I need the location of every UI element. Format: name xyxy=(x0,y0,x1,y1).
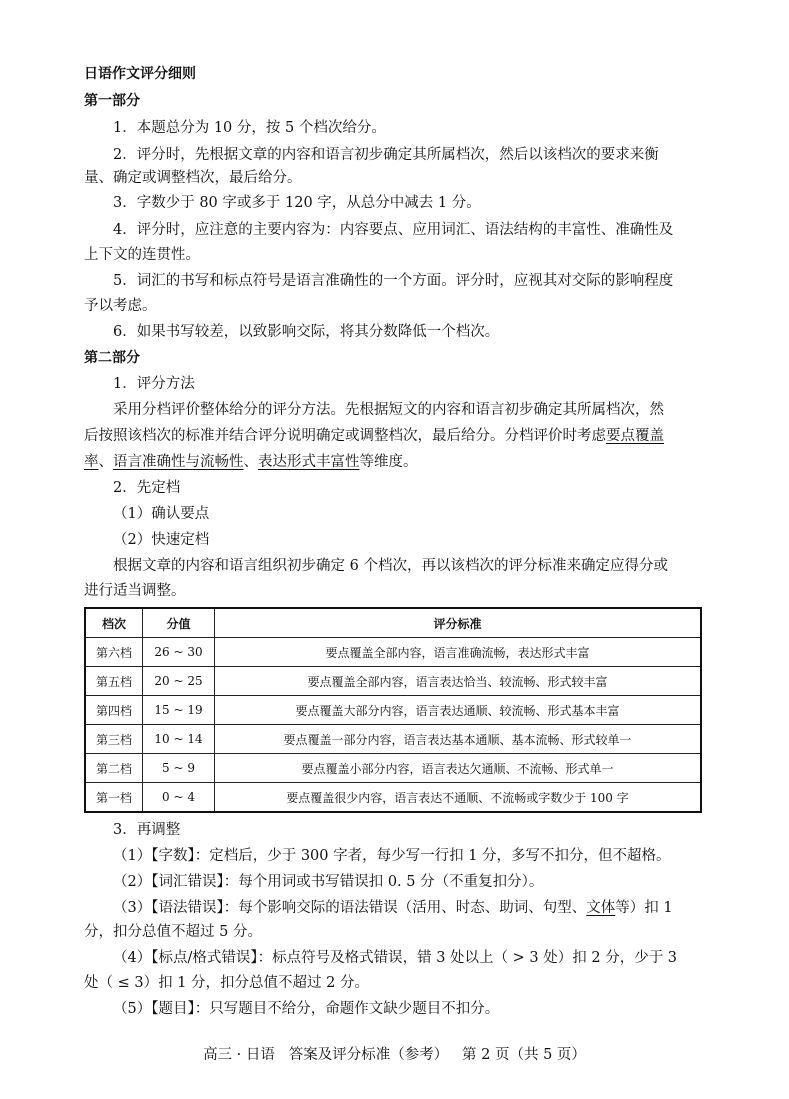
underlined-term: 要点覆盖 xyxy=(606,428,664,444)
adjust-text: （3）【语法错误】：每个影响交际的语法错误（活用、时态、助词、句型、 xyxy=(113,900,587,916)
method-line: 采用分档评价整体给分的评分方法。先根据短文的内容和语言初步确定其所属档次，然 xyxy=(113,402,664,418)
table-cell: 要点覆盖全部内容，语言表达恰当、较流畅、形式较丰富 xyxy=(215,667,702,696)
table-cell: 第三档 xyxy=(85,725,143,754)
table-cell: 要点覆盖很少内容，语言表达不通顺、不流畅或字数少于 100 字 xyxy=(215,783,702,813)
underlined-term: 语言准确性与流畅性 xyxy=(113,454,244,470)
adjust-item xyxy=(113,898,733,918)
page-footer: 高三 · 日语 答案及评分标准（参考） 第 2 页（共 5 页） xyxy=(203,1047,586,1063)
part1-line: 予以考虑。 xyxy=(84,298,157,314)
table-cell: 5 ~ 9 xyxy=(143,754,215,783)
underlined-term: 表达形式丰富性 xyxy=(258,454,360,470)
part1-line: 3．字数少于 80 字或多于 120 字，从总分中减去 1 分。 xyxy=(113,195,481,211)
table-cell: 要点覆盖小部分内容，语言表达欠通顺、不流畅、形式单一 xyxy=(215,754,702,783)
step-title: 3．再调整 xyxy=(113,822,181,838)
part1-heading: 第一部分 xyxy=(84,93,140,109)
table-cell: 第六档 xyxy=(85,638,143,667)
table-cell: 20 ~ 25 xyxy=(143,667,215,696)
table-row xyxy=(85,754,701,783)
method-line xyxy=(84,452,704,472)
underlined-term: 率 xyxy=(84,454,99,470)
grading-table xyxy=(84,607,702,813)
underlined-term: 文体 xyxy=(586,900,616,916)
method-line xyxy=(84,426,704,446)
adjust-text: 等）扣 1 xyxy=(615,900,673,916)
table-row xyxy=(85,725,701,754)
adjust-item: （2）【词汇错误】：每个用词或书写错误扣 0. 5 分（不重复扣分）。 xyxy=(113,874,544,890)
table-row xyxy=(85,667,701,696)
method-text: 后按照该档次的标准并结合评分说明确定或调整档次，最后给分。分档评价时考虑 xyxy=(84,428,606,444)
step-item: （2）快速定档 xyxy=(113,532,210,548)
adjust-item: （4）【标点/格式错误】：标点符号及格式错误，错 3 处以上（ > 3 处）扣 2 分，少于 3 xyxy=(113,950,678,966)
table-cell: 26 ~ 30 xyxy=(143,638,215,667)
table-cell: 要点覆盖大部分内容，语言表达通顺、较流畅、形式基本丰富 xyxy=(215,696,702,725)
table-cell: 第一档 xyxy=(85,783,143,813)
table-cell: 0 ~ 4 xyxy=(143,783,215,813)
table-header-row xyxy=(85,608,701,638)
method-text: 、 xyxy=(98,454,113,470)
adjust-item: （1）【字数】：定档后，少于 300 字者，每少写一行扣 1 分，多写不扣分，但不超格。 xyxy=(113,848,671,864)
table-cell: 第五档 xyxy=(85,667,143,696)
table-row xyxy=(85,696,701,725)
part1-line: 5．词汇的书写和标点符号是语言准确性的一个方面。评分时，应视其对交际的影响程度 xyxy=(113,273,674,289)
part1-line: 2．评分时，先根据文章的内容和语言初步确定其所属档次，然后以该档次的要求来衡 xyxy=(113,147,659,163)
adjust-item: 处（ ≤ 3）扣 1 分，扣分总值不超过 2 分。 xyxy=(84,975,369,991)
step-title: 2．先定档 xyxy=(113,480,181,496)
table-header: 分值 xyxy=(143,608,215,638)
part1-line: 6．如果书写较差，以致影响交际，将其分数降低一个档次。 xyxy=(113,324,500,340)
adjust-item: 分，扣分总值不超过 5 分。 xyxy=(84,924,262,940)
table-row xyxy=(85,783,701,813)
table-cell: 第二档 xyxy=(85,754,143,783)
table-cell: 要点覆盖一部分内容，语言表达基本通顺、基本流畅、形式较单一 xyxy=(215,725,702,754)
document-title: 日语作文评分细则 xyxy=(84,66,196,82)
table-cell: 10 ~ 14 xyxy=(143,725,215,754)
part1-line: 量、确定或调整档次，最后给分。 xyxy=(84,170,302,186)
table-cell: 第四档 xyxy=(85,696,143,725)
step-text: 根据文章的内容和语言组织初步确定 6 个档次，再以该档次的评分标准来确定应得分或 xyxy=(113,558,668,574)
part1-line: 上下文的连贯性。 xyxy=(84,247,200,263)
method-title: 1．评分方法 xyxy=(113,376,195,392)
table-row xyxy=(85,638,701,667)
part1-line: 4．评分时，应注意的主要内容为：内容要点、应用词汇、语法结构的丰富性、准确性及 xyxy=(113,222,674,238)
table-cell: 15 ~ 19 xyxy=(143,696,215,725)
step-item: （1）确认要点 xyxy=(113,506,210,522)
table-header: 评分标准 xyxy=(215,608,702,638)
adjust-item: （5）【题目】：只写题目不给分，命题作文缺少题目不扣分。 xyxy=(113,1001,500,1017)
table-header: 档次 xyxy=(85,608,143,638)
table-cell: 要点覆盖全部内容，语言准确流畅，表达形式丰富 xyxy=(215,638,702,667)
step-text: 进行适当调整。 xyxy=(84,583,186,599)
part2-heading: 第二部分 xyxy=(84,350,140,366)
method-text: 等维度。 xyxy=(359,454,418,470)
part1-line: 1．本题总分为 10 分，按 5 个档次给分。 xyxy=(113,120,386,136)
method-text: 、 xyxy=(243,454,258,470)
